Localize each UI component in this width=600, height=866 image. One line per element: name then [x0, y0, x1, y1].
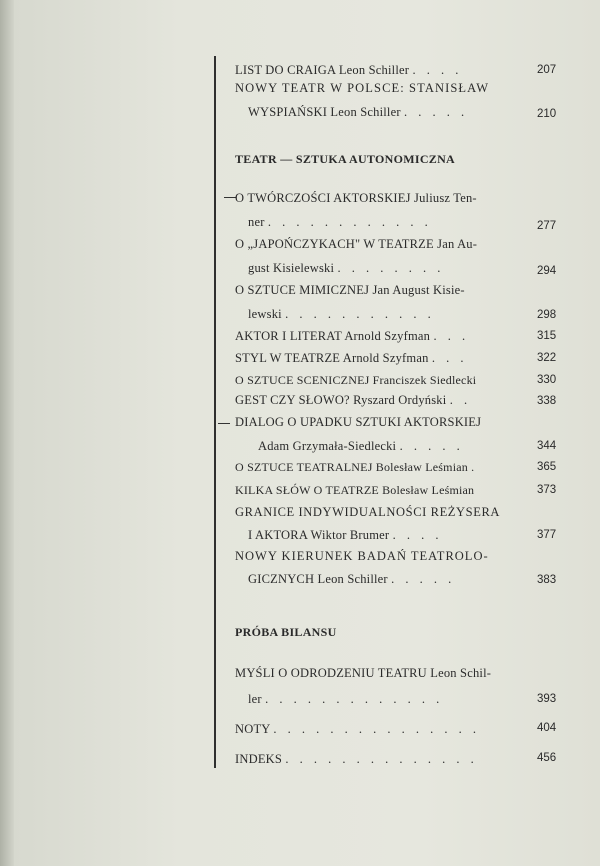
entry-title: Adam Grzymała-Siedlecki: [258, 439, 397, 453]
page-number: 393: [537, 693, 557, 705]
toc-entry-continuation: [248, 527, 530, 543]
toc-entry-continuation: [248, 571, 530, 587]
page-number: 277: [537, 220, 557, 232]
entry-title: gust Kisielewski: [248, 261, 335, 275]
entry-title: AKTOR I LITERAT Arnold Szyfman: [235, 329, 431, 343]
entry-title: ler: [248, 692, 262, 706]
page-number: 338: [537, 395, 557, 407]
toc-entry[interactable]: [235, 62, 530, 78]
leader-dots: . . . . .: [391, 572, 456, 586]
leader-dots: . . . . .: [404, 105, 469, 119]
entry-title: O SZTUCE TEATRALNEJ Bolesław Leśmian: [235, 460, 468, 474]
page-number: 344: [537, 440, 557, 452]
leader-dots: . . . . . . . . . . . . .: [265, 692, 444, 706]
page-number: 456: [537, 752, 557, 764]
entry-title: lewski: [248, 307, 282, 321]
section-heading: TEATR — SZTUKA AUTONOMICZNA: [235, 152, 456, 166]
toc-entry-continuation: [248, 104, 530, 120]
leader-dots: . . . .: [392, 528, 443, 542]
toc-entry[interactable]: [235, 392, 530, 408]
leader-dots: . . .: [433, 329, 470, 343]
entry-title: NOTY: [235, 722, 271, 736]
leader-dots: . . . . . . . . . . .: [285, 307, 435, 321]
leader-dots: . . . . . . . . . . . .: [267, 215, 432, 229]
entry-title: STYL W TEATRZE Arnold Szyfman: [235, 351, 429, 365]
toc-entry[interactable]: O TWÓRCZOŚCI AKTORSKIEJ Juliusz Ten-: [235, 191, 477, 205]
toc-entry[interactable]: [235, 350, 530, 366]
leader-dots: . . .: [431, 351, 468, 365]
toc-entry[interactable]: GRANICE INDYWIDUALNOŚCI REŻYSERA: [235, 505, 501, 519]
toc-entry[interactable]: O „JAPOŃCZYKACH" W TEATRZE Jan Au-: [235, 237, 478, 251]
entry-title: GEST CZY SŁOWO? Ryszard Ordyński: [235, 393, 447, 407]
toc-entry[interactable]: NOWY KIERUNEK BADAŃ TEATROLO-: [235, 549, 489, 563]
toc-entry[interactable]: O SZTUCE MIMICZNEJ Jan August Kisie-: [235, 283, 465, 297]
page-number: 377: [537, 529, 557, 541]
toc-entry-continuation: [248, 260, 530, 276]
entry-title: INDEKS: [235, 752, 283, 766]
page-number: 365: [537, 461, 557, 473]
entry-title: I AKTORA Wiktor Brumer: [248, 528, 390, 542]
page-number: 298: [537, 309, 557, 321]
entry-title: ner: [248, 215, 265, 229]
page-number: 322: [537, 352, 557, 364]
leader-dots: . . . .: [412, 63, 463, 77]
page-number: 315: [537, 330, 557, 342]
page-number: 404: [537, 722, 557, 734]
page-number: 383: [537, 574, 557, 586]
leader-dots: . . . . . . . . . . . . . .: [285, 752, 478, 766]
entry-title: GICZNYCH Leon Schiller: [248, 572, 388, 586]
page-number: 207: [537, 64, 557, 76]
toc-entry-continuation: [248, 306, 530, 322]
toc-entry[interactable]: [235, 328, 530, 344]
leader-dots: . . . . . . . . . . . . . . .: [273, 722, 481, 736]
leader-dots: .: [471, 460, 475, 474]
toc-entry[interactable]: DIALOG O UPADKU SZTUKI AKTORSKIEJ: [235, 415, 482, 429]
toc-entry[interactable]: [235, 459, 530, 475]
page-number: 210: [537, 108, 557, 120]
section-heading: PRÓBA BILANSU: [235, 625, 337, 639]
toc-entry[interactable]: O SZTUCE SCENICZNEJ Franciszek Siedlecki: [235, 373, 477, 387]
toc-entry[interactable]: [235, 751, 530, 767]
leader-dots: . . . . . . . .: [337, 261, 445, 275]
toc-entry-continuation: [258, 438, 540, 454]
toc-entry[interactable]: KILKA SŁÓW O TEATRZE Bolesław Leśmian: [235, 483, 475, 497]
page-number: 294: [537, 265, 557, 277]
page-number: 373: [537, 484, 557, 496]
toc-entry[interactable]: [235, 721, 530, 737]
toc-entry[interactable]: NOWY TEATR W POLSCE: STANISŁAW: [235, 81, 490, 95]
page-number: 330: [537, 374, 557, 386]
pencil-mark: [218, 423, 230, 424]
leader-dots: . . . . .: [399, 439, 464, 453]
entry-title: WYSPIAŃSKI Leon Schiller: [248, 105, 401, 119]
toc-entry-continuation: [248, 214, 530, 230]
leader-dots: . .: [449, 393, 472, 407]
toc-entry-continuation: [248, 691, 530, 707]
toc-entry[interactable]: MYŚLI O ODRODZENIU TEATRU Leon Schil-: [235, 666, 492, 680]
entry-title: LIST DO CRAIGA Leon Schiller: [235, 63, 410, 77]
